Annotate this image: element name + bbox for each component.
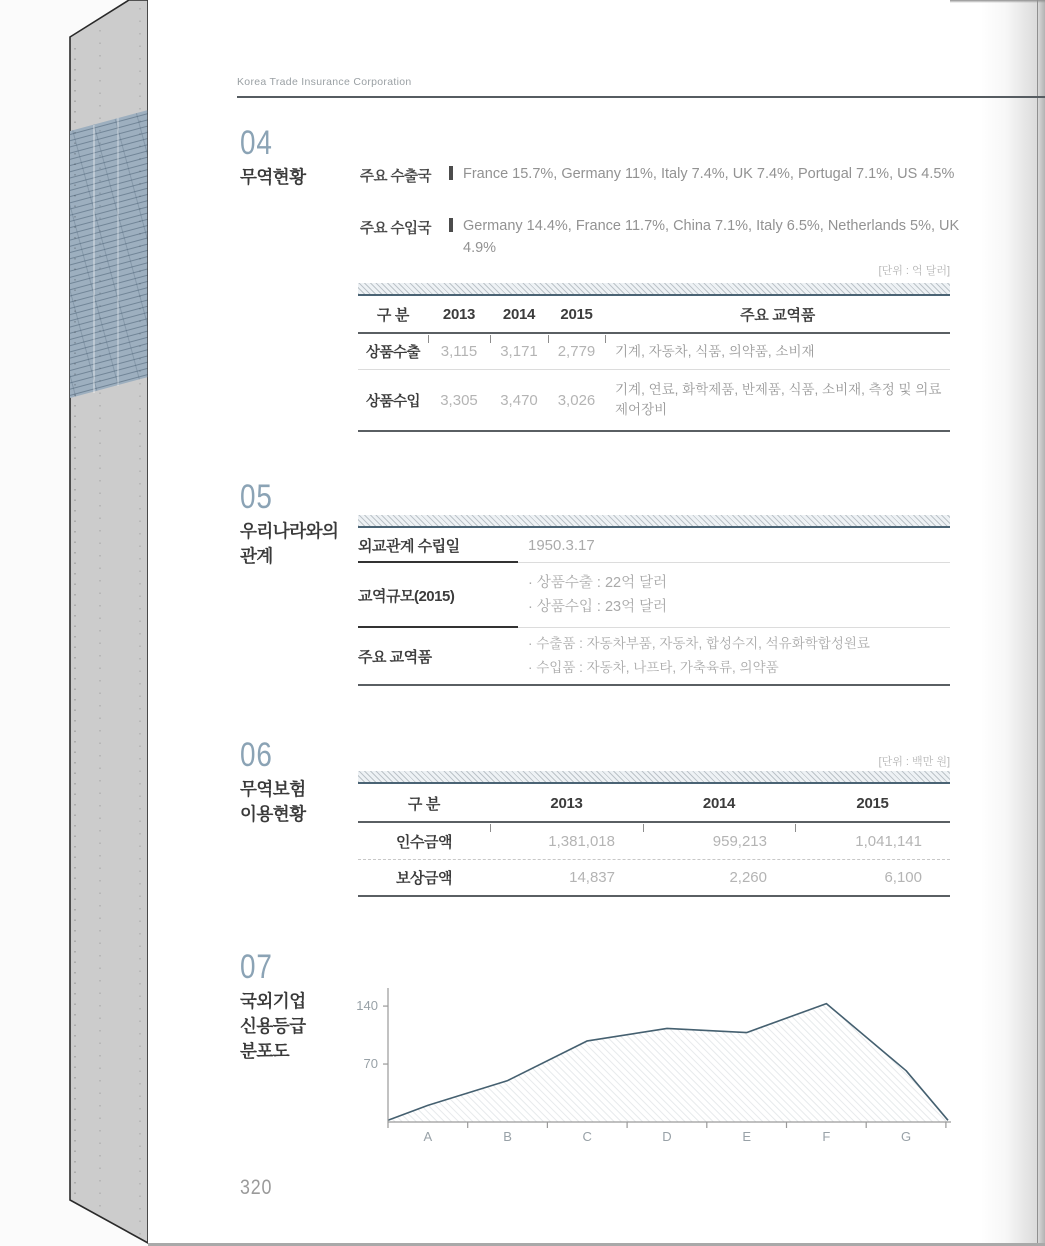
kv-row	[358, 563, 950, 627]
col-header: 구 분	[407, 796, 441, 813]
cell-2015: 3,026	[557, 391, 596, 409]
section-04-title: 무역현황	[240, 167, 306, 187]
section-05-title: 우리나라와의	[240, 521, 339, 541]
import-countries-label: 주요 수입국	[360, 221, 432, 237]
table-row	[358, 334, 950, 369]
kv-label: 외교관계 수립일	[358, 538, 460, 555]
table-row	[358, 823, 950, 859]
top-pages-edge	[950, 0, 1045, 3]
section-07-title: 국외기업	[240, 991, 306, 1011]
cell-2013: 1,381,018	[548, 832, 615, 850]
section-04-number: 04	[240, 124, 273, 162]
x-tick-label: F	[822, 1129, 831, 1144]
col-header: 구 분	[376, 307, 410, 324]
kv-value: 1950.3.17	[528, 536, 595, 554]
section-06-number: 06	[240, 736, 273, 774]
cell-2015: 2,779	[557, 343, 596, 360]
cell-2014: 959,213	[712, 832, 767, 850]
cell-2013: 3,305	[440, 391, 478, 409]
x-tick-label: E	[742, 1129, 751, 1144]
y-tick-label: 70	[363, 1056, 378, 1072]
section-divider-hatch	[358, 515, 950, 528]
col-header: 2015	[856, 795, 889, 812]
next-pages-edge	[1037, 0, 1045, 1246]
section-05-number: 05	[240, 478, 273, 516]
trade-status-table	[358, 297, 950, 432]
label-separator-bar	[449, 166, 453, 180]
korea-relations-table	[358, 529, 950, 686]
cell-2014: 3,171	[500, 343, 538, 360]
col-header: 2013	[442, 306, 476, 323]
import-countries-value: Germany 14.4%, France 11.7%, China 7.1%, Italy 6.5%, Netherlands 5%, UK 4.9%	[463, 218, 960, 256]
table-header-row	[358, 786, 950, 821]
header-brand: Korea Trade Insurance Corporation	[237, 76, 412, 88]
section-divider-hatch	[358, 283, 950, 296]
insurance-usage-table	[358, 786, 950, 897]
kv-value-line: · 수출품 : 자동차부품, 자동차, 합성수지, 석유화학합성원료	[528, 636, 870, 651]
unit-note-krw: [단위 : 백만 원]	[878, 756, 950, 768]
page-number: 320	[240, 1176, 273, 1199]
cell-2013: 14,837	[569, 869, 615, 886]
col-header: 2013	[550, 795, 583, 812]
kv-row	[358, 628, 950, 684]
col-header: 주요 교역품	[740, 307, 815, 324]
x-tick-label: G	[900, 1129, 912, 1144]
section-07-number: 07	[240, 948, 273, 986]
header-rule	[237, 96, 1045, 98]
kv-value-line: · 수입품 : 자동차, 나프타, 가축육류, 의약품	[528, 660, 779, 675]
cell-2015: 1,041,141	[855, 832, 922, 850]
table-row	[358, 370, 950, 430]
kv-label: 교역규모(2015)	[358, 587, 455, 605]
cell-2014: 2,260	[729, 869, 767, 886]
section-05-title: 관계	[240, 546, 273, 566]
table-header-row	[358, 297, 950, 332]
row-label: 보상금액	[396, 870, 452, 887]
table-row	[358, 860, 950, 895]
spine-photo-band	[70, 110, 148, 398]
label-underline	[358, 626, 518, 628]
kv-label: 주요 교역품	[358, 648, 432, 666]
table-rule	[358, 430, 950, 432]
cell-goods: 기계, 연료, 화학제품, 반제품, 식품, 소비재, 측정 및 의료제어장비	[615, 382, 942, 417]
y-tick-label: 140	[356, 998, 378, 1014]
export-countries-value: France 15.7%, Germany 11%, Italy 7.4%, UK 7.4%, Portugal 7.1%, US 4.5%	[463, 166, 955, 182]
credit-rating-area-chart	[353, 980, 963, 1148]
export-countries-label: 주요 수출국	[360, 169, 432, 185]
label-underline	[358, 561, 518, 563]
area-fill	[388, 1004, 948, 1122]
table-rule	[358, 895, 950, 897]
x-tick-label: B	[503, 1129, 512, 1144]
section-divider-hatch	[358, 771, 950, 784]
cell-goods: 기계, 자동차, 식품, 의약품, 소비재	[615, 343, 815, 359]
cell-2015: 6,100	[884, 869, 922, 886]
unit-note-usd: [단위 : 억 달러]	[878, 265, 950, 277]
col-header: 2014	[702, 795, 736, 812]
col-header: 2014	[502, 306, 536, 323]
x-tick-label: D	[662, 1129, 672, 1144]
section-07-title: 분포도	[240, 1041, 290, 1061]
row-label: 상품수입	[365, 393, 421, 410]
cell-2014: 3,470	[500, 391, 538, 409]
book-spine-edge	[60, 0, 155, 1246]
cell-2013: 3,115	[440, 343, 478, 360]
kv-row	[358, 529, 950, 562]
section-06-title: 무역보험	[240, 779, 306, 799]
row-label: 상품수출	[365, 345, 421, 361]
kv-value-line: · 상품수입 : 23억 달러	[528, 599, 668, 615]
col-header: 2015	[560, 306, 593, 323]
table-rule	[358, 684, 950, 686]
row-label: 인수금액	[396, 833, 452, 851]
label-separator-bar	[449, 218, 453, 232]
kv-value-line: · 상품수출 : 22억 달러	[528, 575, 668, 591]
section-07-title: 신용등급	[240, 1016, 306, 1036]
x-tick-label: A	[423, 1129, 433, 1144]
x-tick-label: C	[582, 1129, 592, 1144]
section-06-title: 이용현황	[240, 804, 306, 824]
